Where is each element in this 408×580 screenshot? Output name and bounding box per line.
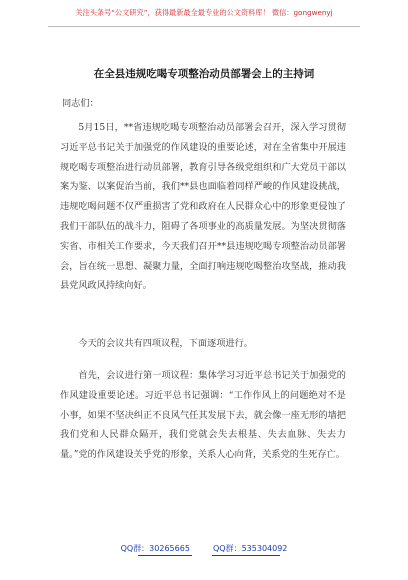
document-title: 在全县违规吃喝专项整治动员部署会上的主持词 (93, 68, 315, 80)
paragraph-2: 今天的会议共有四项议程，下面逐项进行。 (78, 338, 253, 349)
paragraph-1: 5月15日，**省违规吃喝专项整治动员部署会召开，深入学习贯彻习近平总书记关于加强党的作风建设的重要论述，对在全省集中开展违规吃喝专项整治进行动员部署，教育引导各级党组织和广大党员干部以案为鉴、以案促治当前，我们**县也面临着同样严峻的作风建设挑战，违规吃喝问题不仅严重损害了党和政府在人民群众心中的形象更侵蚀了我们干部队伍的战斗力，阻碍了各项事业的高质量发展。为坚决贯彻落实省、市相关工作要求，今天我们召开**县违规吃喝专项整治动员部署会，旨在统一思想、凝聚力量，全面打响违规吃喝整治攻坚战，推动我县党风政风持续向好。 (60, 122, 346, 292)
footer-qq-group-2[interactable]: QQ群：535304092 (213, 544, 288, 553)
header-banner: 关注头条号“公文研究”，获得最新最全最专业的公文资料库！ 微信：gongwenyj (75, 8, 333, 17)
footer-qq-group-1[interactable]: QQ群：30265665 (120, 544, 190, 553)
header-divider (48, 26, 360, 27)
footer-link-underline-2 (212, 555, 280, 556)
paragraph-3: 首先，会议进行第一项议程：集体学习习近平总书记关于加强党的作风建设重要论述。习近平总书记强调：“工作作风上的问题绝对不是小事，如果不坚决纠正不良风气任其发展下去，就会像一座无形的墙把我们党和人民群众隔开，我们党就会失去根基、失去血脉、失去力量。”党的作风建设关乎党的形象，关系人心向背，关系党的生死存亡。 (60, 370, 346, 461)
footer-link-underline-1 (138, 555, 192, 556)
salutation: 同志们： (62, 98, 99, 109)
footer-qq-groups (0, 543, 408, 554)
